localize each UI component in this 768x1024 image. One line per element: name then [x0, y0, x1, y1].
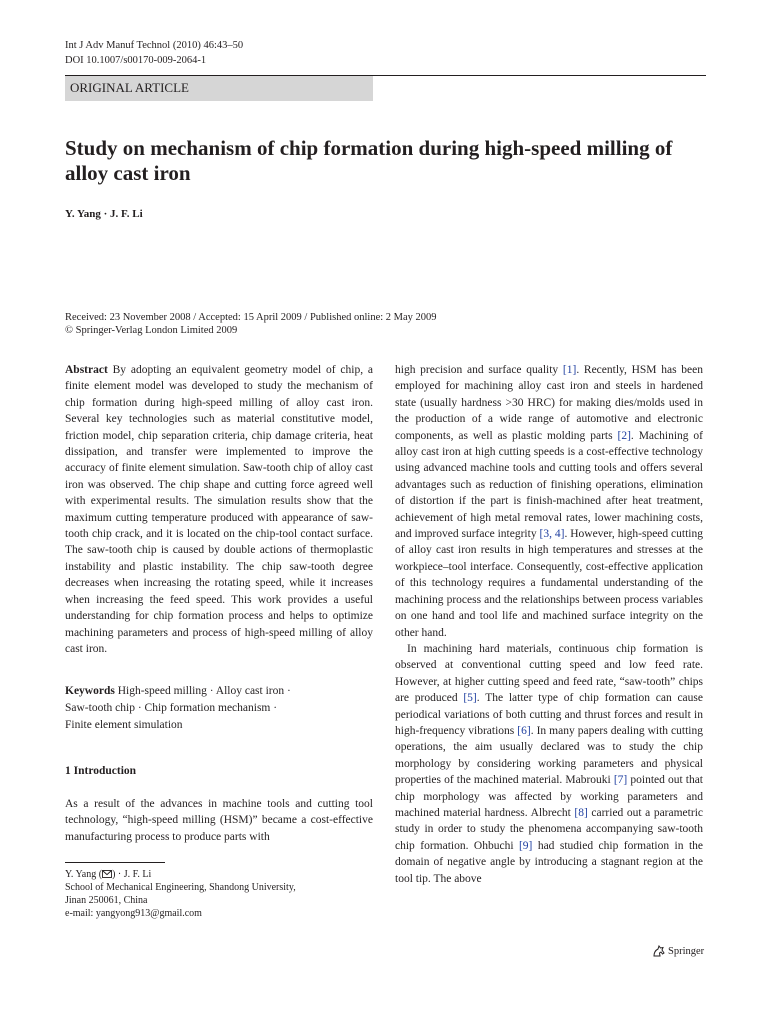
- footnote-author-b: ) · J. F. Li: [112, 869, 152, 880]
- right-paragraph-2: In machining hard materials, continuous chip formation is observed at conventional cutting speed and low feed rate. However, at higher cutting speed and feed rate, “saw-tooth” chips are produced [5]. The latter type of chip formation can cause periodical variations of both cutting and thrust forces and result in high-frequency vibrations [6]. In many papers dealing with cutting operations, the aim usually declared was to study the chip morphology by considering working parameters and physical properties of the machined material. Mabrouki [7] pointed out that chip morphology was affected by working parameters and machined material hardness. Albrecht [8] carried out a parametric study in order to study the phenomena accompanying saw-tooth chip formation. Ohbuchi [9] had studied chip formation in the domain of negative angle by introducing a stagnant region at the tool tip. The above: [395, 642, 704, 885]
- right-paragraph-1: high precision and surface quality [1]. Recently, HSM has been employed for machining alloy cast iron and steels in hardened state (usually hardness >30 HRC) for making dies/molds used in the production of a wide range of automotive and electronic components, as well as plastic molding parts [2]. Machining of alloy cast iron at high cutting speeds is a cost-effective technology using advanced machine tools and cutting tools and offers several advantages such as reduction of finishing operations, elimination of distortion if the part is finish-machined after heat treatment, achievement of high metal removal rates, lower machining costs, and improved surface integrity [3, 4]. However, high-speed cutting of alloy cast iron results in high temperatures and stresses at the workpiece–tool interface. Consequently, cost-effective application of this technology requires a fundamental understanding of the machining process and the relationships between process variables on one hand and tool life and machined surface integrity on the other hand.: [395, 364, 704, 639]
- article-history: Received: 23 November 2008 / Accepted: 15 April 2009 / Published online: 2 May 2009: [65, 312, 437, 323]
- reference-link-6[interactable]: [6]: [517, 724, 531, 737]
- introduction-paragraph: As a result of the advances in machine tools and cutting tool technology, “high-speed milling (HSM)” became a cost-effective manufacturing process to produce parts with: [65, 798, 373, 843]
- reference-link-5[interactable]: [5]: [463, 692, 477, 705]
- abstract-text: By adopting an equivalent geometry model of chip, a finite element model was developed to study the mechanism of chip formation during high-speed milling of alloy cast iron. Several key technologies such as material constitutive model, friction model, chip separation criteria, chip damage criteria, heat dissipation, and transfer were implemented to improve the accuracy of finite element simulation. Saw-tooth chip of alloy cast iron was observed. The chip shape and cutting force agreed well with experimental results. The simulation results show that the maximum cutting temperature produced with appearance of saw-tooth chip crack, and it is located on the chip-tool contact surface. The saw-tooth chip is caused by double actions of thermoplastic instability and plastic instability. The chip saw-tooth degree decreases when increasing the rotating speed, while it increases when increasing the feed speed. This work provides a useful understanding for chip formation process and helps to optimize machining parameters and process of high-speed milling of alloy cast iron.: [65, 364, 374, 655]
- copyright-notice: © Springer-Verlag London Limited 2009: [65, 325, 238, 336]
- article-dates: [65, 311, 437, 337]
- keywords-line-3: Finite element simulation: [65, 719, 183, 731]
- footnote-affiliation: School of Mechanical Engineering, Shandong University,: [65, 882, 296, 893]
- abstract: [65, 362, 373, 657]
- footnote-email[interactable]: e-mail: yangyong913@gmail.com: [65, 908, 202, 919]
- abstract-label: Abstract: [65, 364, 108, 376]
- journal-header: [65, 38, 243, 68]
- publisher-name: Springer: [668, 945, 705, 957]
- article-title: Study on mechanism of chip formation during high-speed milling of alloy cast iron: [65, 136, 673, 185]
- section-heading-introduction: 1 Introduction: [65, 765, 137, 777]
- keywords-line-1: High-speed milling · Alloy cast iron ·: [117, 685, 291, 697]
- reference-link-7[interactable]: [7]: [613, 774, 628, 787]
- reference-link-1[interactable]: [1]: [562, 364, 577, 376]
- left-column: [65, 362, 373, 657]
- footnote-city: Jinan 250061, China: [65, 895, 148, 906]
- footnote-rule: [65, 862, 165, 863]
- keywords-line-2: Saw-tooth chip · Chip formation mechanism ·: [65, 702, 278, 714]
- keywords: [65, 683, 373, 734]
- article-type-banner: ORIGINAL ARTICLE: [65, 76, 373, 101]
- reference-link-3-4[interactable]: [3, 4]: [539, 528, 565, 541]
- springer-horse-icon: [652, 945, 666, 957]
- envelope-icon[interactable]: [102, 869, 112, 880]
- footnote-author-a: Y. Yang (: [65, 869, 103, 880]
- journal-doi: DOI 10.1007/s00170-009-2064-1: [65, 55, 207, 66]
- author-footnote: [65, 868, 296, 920]
- reference-link-2[interactable]: [2]: [617, 429, 631, 442]
- journal-citation: Int J Adv Manuf Technol (2010) 46:43–50: [65, 40, 244, 51]
- right-column: [395, 362, 703, 887]
- reference-link-9[interactable]: [9]: [518, 839, 533, 852]
- publisher-logo: [652, 945, 704, 957]
- keywords-label: Keywords: [65, 685, 115, 697]
- reference-link-8[interactable]: [8]: [574, 806, 588, 819]
- article-authors: Y. Yang · J. F. Li: [65, 208, 143, 220]
